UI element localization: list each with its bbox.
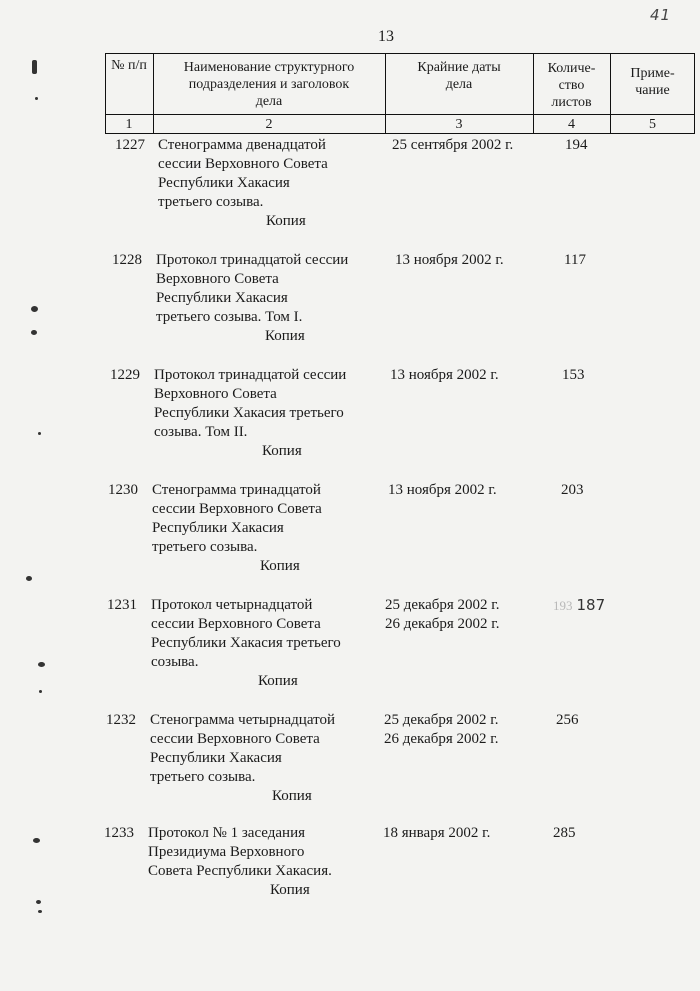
row-title-line: созыва. Том II. [154, 424, 248, 440]
row-title-line: третьего созыва. Том I. [156, 309, 303, 325]
header-divider [105, 53, 106, 133]
header-col-title-line: дела [255, 94, 283, 109]
header-top-border [105, 53, 695, 54]
scan-artifact [33, 838, 40, 843]
column-number: 3 [455, 117, 463, 132]
row-sheets: 153 [562, 367, 585, 383]
row-date: 26 декабря 2002 г. [385, 616, 500, 632]
row-sheets [553, 596, 605, 616]
row-number: 1232 [106, 712, 136, 728]
row-sheets: 194 [565, 137, 588, 153]
row-number: 1229 [110, 367, 140, 383]
header-col-sheets [535, 60, 608, 111]
row-title-line: сессии Верховного Совета [150, 731, 320, 747]
row-copy-note: Копия [270, 882, 310, 898]
header-col-notes-line: Приме- [630, 66, 675, 81]
row-title-line: Протокол четырнадцатой [151, 597, 313, 613]
row-date: 18 января 2002 г. [383, 825, 491, 841]
header-col-sheets-line: ство [558, 78, 585, 93]
scan-artifact [32, 60, 37, 74]
row-title-line: Республики Хакасия третьего [151, 635, 341, 651]
row-title-line: третьего созыва. [158, 194, 264, 210]
header-divider [694, 53, 695, 133]
row-copy-note: Копия [272, 788, 312, 804]
row-dates [388, 481, 497, 500]
scan-artifact [39, 690, 42, 693]
scan-artifact [31, 306, 38, 312]
row-number: 1233 [104, 825, 134, 841]
header-divider [610, 53, 611, 133]
header-col-dates-line: дела [445, 77, 473, 92]
row-dates [395, 251, 504, 270]
header-divider [153, 53, 154, 133]
header-col-title-line: подразделения и заголовок [188, 77, 350, 92]
row-title-line: третьего созыва. [152, 539, 258, 555]
scan-artifact [38, 432, 41, 435]
row-title-line: Стенограмма тринадцатой [152, 482, 321, 498]
row-title-line: Совета Республики Хакасия. [148, 863, 332, 879]
header-col-dates [387, 59, 531, 93]
scan-artifact [38, 662, 45, 667]
row-sheets: 285 [553, 825, 576, 841]
row-title [150, 711, 335, 787]
row-sheets: 256 [556, 712, 579, 728]
row-title-line: созыва. [151, 654, 199, 670]
row-title-line: Стенограмма четырнадцатой [150, 712, 335, 728]
header-mid-border [105, 114, 695, 115]
row-title-line: Протокол № 1 заседания [148, 825, 305, 841]
row-title-line: сессии Верховного Совета [158, 156, 328, 172]
row-title-line: Президиума Верховного [148, 844, 305, 860]
row-title-line: Стенограмма двенадцатой [158, 137, 326, 153]
row-copy-note: Копия [265, 328, 305, 344]
header-col-notes [612, 65, 693, 99]
row-date: 13 ноября 2002 г. [388, 482, 497, 498]
row-number: 1231 [107, 597, 137, 613]
row-title-line: Республики Хакасия третьего [154, 405, 344, 421]
row-title-line: Протокол тринадцатой сессии [156, 252, 349, 268]
row-date: 25 сентября 2002 г. [392, 137, 514, 153]
row-dates [385, 596, 500, 634]
header-col-sheets-line: листов [551, 95, 592, 110]
row-sheets: 203 [561, 482, 584, 498]
row-title [148, 824, 332, 881]
row-dates [383, 824, 490, 843]
row-date: 13 ноября 2002 г. [395, 252, 504, 268]
header-col-number: № п/п [111, 58, 147, 73]
header-divider [533, 53, 534, 133]
row-date: 25 декабря 2002 г. [385, 597, 500, 613]
row-dates [390, 366, 499, 385]
table-header [105, 53, 695, 133]
column-number: 2 [265, 117, 273, 132]
row-number: 1228 [112, 252, 142, 268]
row-copy-note: Копия [266, 213, 306, 229]
row-sheets: 117 [564, 252, 586, 268]
scan-artifact [31, 330, 37, 335]
column-number: 5 [649, 117, 656, 132]
row-title [158, 136, 328, 212]
row-dates [392, 136, 513, 155]
row-title-line: сессии Верховного Совета [152, 501, 322, 517]
row-title [156, 251, 348, 327]
header-col-title-line: Наименование структурного [183, 60, 355, 75]
row-date: 13 ноября 2002 г. [390, 367, 499, 383]
row-sheets-handwritten-correction: 187 [576, 596, 606, 614]
header-col-title [155, 59, 383, 110]
row-date: 26 декабря 2002 г. [384, 731, 499, 747]
row-title [152, 481, 322, 557]
page-number: 13 [378, 28, 394, 45]
header-col-notes-line: чание [635, 83, 670, 98]
row-title-line: Республики Хакасия [158, 175, 290, 191]
row-title-line: Верховного Совета [156, 271, 279, 287]
row-number: 1227 [115, 137, 145, 153]
row-title [151, 596, 341, 672]
scan-artifact [26, 576, 32, 581]
row-title-line: Верховного Совета [154, 386, 277, 402]
column-number: 4 [568, 117, 575, 132]
header-bottom-border [105, 133, 695, 134]
header-col-dates-line: Крайние даты [417, 60, 501, 75]
scan-artifact [36, 900, 41, 904]
scan-artifact [35, 97, 38, 100]
column-number: 1 [125, 117, 133, 132]
row-sheets-old-stamped: 193 [553, 598, 573, 613]
row-title-line: Протокол тринадцатой сессии [154, 367, 347, 383]
row-title-line: Республики Хакасия [150, 750, 282, 766]
header-col-sheets-line: Количе- [547, 61, 596, 76]
row-title-line: сессии Верховного Совета [151, 616, 321, 632]
header-divider [385, 53, 386, 133]
row-copy-note: Копия [260, 558, 300, 574]
row-date: 25 декабря 2002 г. [384, 712, 499, 728]
row-dates [384, 711, 499, 749]
scan-artifact [38, 910, 42, 913]
row-copy-note: Копия [262, 443, 302, 459]
row-number: 1230 [108, 482, 138, 498]
row-title-line: третьего созыва. [150, 769, 256, 785]
handwritten-sheet-number: 41 [650, 6, 672, 24]
row-title [154, 366, 346, 442]
row-title-line: Республики Хакасия [156, 290, 288, 306]
row-copy-note: Копия [258, 673, 298, 689]
row-title-line: Республики Хакасия [152, 520, 284, 536]
